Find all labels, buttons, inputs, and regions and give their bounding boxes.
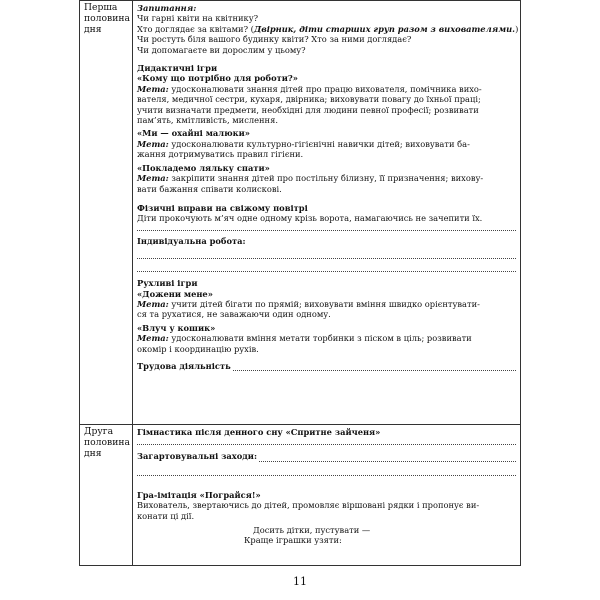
game-1-title: «Кому що потрібно для роботи?»	[137, 73, 298, 84]
mobile-game-2-text: удосконалювати вміння метати торбинки з піском в ціль; розвивати	[168, 333, 472, 344]
meta-label: Мета:	[137, 333, 169, 344]
meta-label: Мета:	[137, 298, 169, 309]
meta-label: Мета:	[137, 83, 169, 94]
question-2-close: )	[515, 23, 519, 34]
question-1: Чи гарні квіти на квітнику?	[137, 13, 259, 24]
warmup-heading: Загартовувальні заходи:	[137, 451, 258, 462]
first-half-content	[133, 1, 521, 425]
mobile-game-1-text: учити дітей бігати по прямій; виховувати вміння швидко орієнтувати-	[168, 298, 480, 309]
poem-line: Досить дітки, пустувати —	[253, 525, 371, 536]
mobile-game-2-line: окомір і координацію рухів.	[137, 343, 259, 354]
game-3-line	[137, 173, 516, 183]
didactic-heading: Дидактичні ігри	[137, 63, 218, 74]
page	[79, 0, 521, 568]
poem-line: Краще іграшки узяти:	[244, 535, 342, 546]
labor-line	[137, 361, 516, 371]
table-row-second-half	[80, 425, 521, 566]
question-2	[137, 23, 519, 34]
section-second-half	[80, 425, 133, 566]
game-1-line	[137, 84, 516, 94]
dotted-line	[137, 224, 516, 231]
question-2-answer: Двірник, діти старших груп разом з вихователями.	[253, 23, 516, 34]
mobile-game-1-line	[137, 299, 516, 309]
dotted-line	[137, 462, 516, 476]
game-1-line: пам’ять, кмітливість, мислення.	[137, 115, 278, 126]
game-2-line: жання дотримуватись правил гігієни.	[137, 149, 304, 160]
warmup-line	[137, 451, 516, 461]
dotted-line	[137, 259, 516, 272]
game-1-line: вателя, медичної сестри, кухаря, двірника; виховувати повагу до їхньої праці;	[137, 94, 481, 105]
game-2-title: «Ми — охайні малюки»	[137, 128, 250, 139]
section-label-line: дня	[84, 448, 102, 459]
imitation-heading: Гра-імітація «Пограйся!»	[137, 489, 261, 500]
dotted-line	[259, 453, 516, 462]
mobile-game-2-line	[137, 333, 516, 343]
exercise-text: Діти прокочують м’яч одне одному крізь ворота, намагаючись не зачепити їх.	[137, 213, 483, 224]
individual-heading: Індивідуальна робота:	[137, 235, 246, 246]
game-3-text: закріпити знання дітей про постільну білизну, її призначення; вихову-	[168, 173, 484, 184]
game-1-text: удосконалювати знання дітей про працю вихователя, помічника вихо-	[168, 83, 482, 94]
gym-heading: Гімнастика після денного сну «Спритне зайченя»	[137, 427, 381, 437]
game-2-line	[137, 139, 516, 149]
mobile-games-heading: Рухливі ігри	[137, 278, 198, 289]
meta-label: Мета:	[137, 173, 169, 184]
imitation-line: конати ці дії.	[137, 510, 195, 521]
plan-table	[79, 0, 521, 566]
questions-heading: Запитання:	[137, 3, 197, 13]
dotted-line	[233, 362, 516, 371]
game-2-text: удосконалювати культурно-гігієнічні навички дітей; виховувати ба-	[168, 138, 470, 149]
imitation-line: Вихователь, звертаючись до дітей, промовляє віршовані рядки і пропонує ви-	[137, 500, 480, 511]
second-half-content	[133, 425, 521, 566]
exercise-heading: Фізичні вправи на свіжому повітрі	[137, 202, 308, 213]
section-label-line: половина	[84, 437, 130, 448]
table-row-first-half	[80, 1, 521, 425]
mobile-game-1-title: «Дожени мене»	[137, 288, 213, 299]
question-3: Чи ростуть біля вашого будинку квіти? Хто за ними доглядає?	[137, 34, 412, 45]
game-3-title: «Покладемо ляльку спати»	[137, 162, 270, 173]
page-number: 11	[293, 575, 307, 588]
mobile-game-1-line: ся та рухатися, не заважаючи один одному.	[137, 309, 331, 320]
section-label-line: Перша	[84, 2, 118, 13]
section-label-line: половина	[84, 13, 130, 24]
game-3-line: вати бажання співати колискові.	[137, 183, 282, 194]
mobile-game-2-title: «Влуч у кошик»	[137, 322, 216, 333]
labor-heading: Трудова діяльність	[137, 360, 231, 371]
section-first-half	[80, 1, 133, 425]
section-label-line: дня	[84, 24, 102, 35]
game-1-line: учити визначати предмети, необхідні для людини певної професії; розвивати	[137, 104, 479, 115]
dotted-line	[137, 246, 516, 259]
section-label-line: Друга	[84, 426, 114, 437]
question-2-text: Хто доглядає за квітами? (	[137, 23, 254, 34]
question-4: Чи допомагаєте ви дорослим у цьому?	[137, 44, 306, 55]
dotted-line	[137, 437, 516, 445]
meta-label: Мета:	[137, 138, 169, 149]
